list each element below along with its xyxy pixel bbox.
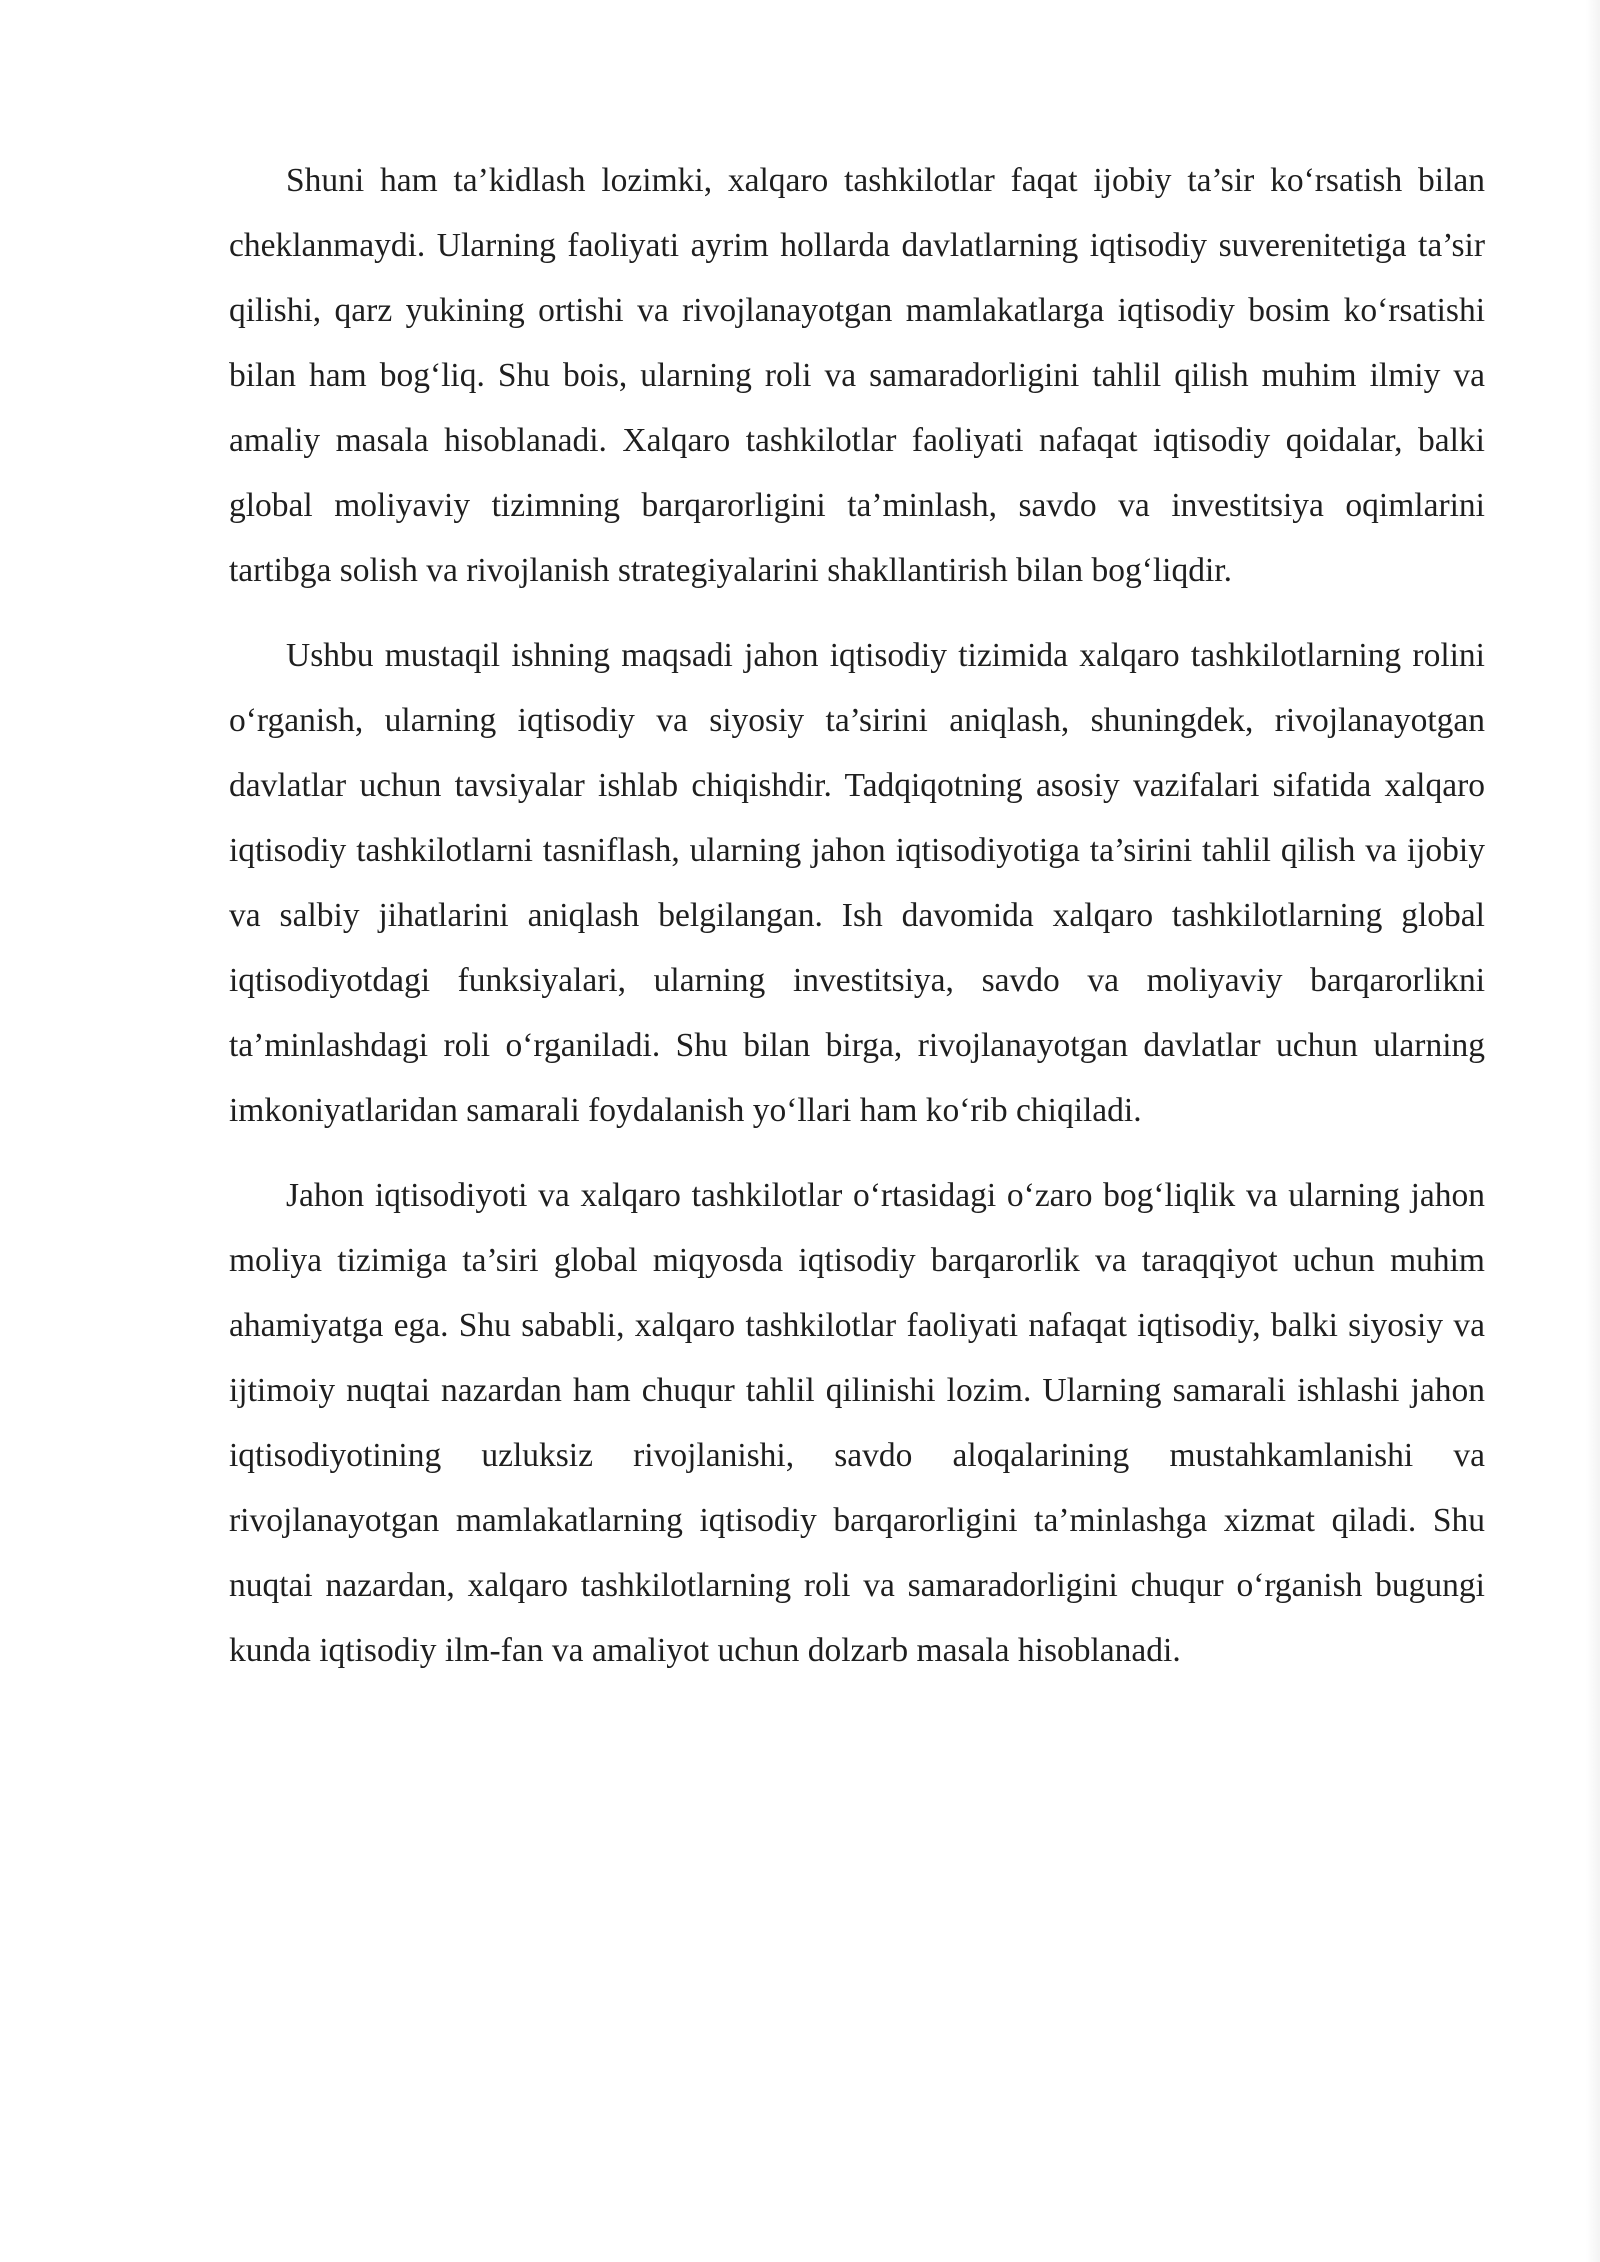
document-body [229, 148, 1485, 1703]
paragraph-3: Jahon iqtisodiyoti va xalqaro tashkilotlar o‘rtasidagi o‘zaro bog‘liqlik va ularning jahon moliya tizimiga ta’siri global miqyosda iqtisodiy barqarorlik va taraqqiyot uchun muhim ahamiyatga ega. Shu sababli, xalqaro tashkilotlar faoliyati nafaqat iqtisodiy, balki siyosiy va ijtimoiy nuqtai nazardan ham chuqur tahlil qilinishi lozim. Ularning samarali ishlashi jahon iqtisodiyotining uzluksiz rivojlanishi, savdo aloqalarining mustahkamlanishi va rivojlanayotgan mamlakatlarning iqtisodiy barqarorligini ta’minlashga xizmat qiladi. Shu nuqtai nazardan, xalqaro tashkilotlarning roli va samaradorligini chuqur o‘rganish bugungi kunda iqtisodiy ilm-fan va amaliyot uchun dolzarb masala hisoblanadi. [229, 1177, 1485, 1669]
page-edge-shadow [1586, 0, 1600, 2262]
paragraph-2: Ushbu mustaqil ishning maqsadi jahon iqtisodiy tizimida xalqaro tashkilotlarning rolini o‘rganish, ularning iqtisodiy va siyosiy ta’sirini aniqlash, shuningdek, rivojlanayotgan davlatlar uchun tavsiyalar ishlab chiqishdir. Tadqiqotning asosiy vazifalari sifatida xalqaro iqtisodiy tashkilotlarni tasniflash, ularning jahon iqtisodiyotiga ta’sirini tahlil qilish va ijobiy va salbiy jihatlarini aniqlash belgilangan. Ish davomida xalqaro tashkilotlarning global iqtisodiyotdagi funksiyalari, ularning investitsiya, savdo va moliyaviy barqarorlikni ta’minlashdagi roli o‘rganiladi. Shu bilan birga, rivojlanayotgan davlatlar uchun ularning imkoniyatlaridan samarali foydalanish yo‘llari ham ko‘rib chiqiladi. [229, 637, 1485, 1129]
paragraph-1: Shuni ham ta’kidlash lozimki, xalqaro tashkilotlar faqat ijobiy ta’sir ko‘rsatish bilan cheklanmaydi. Ularning faoliyati ayrim hollarda davlatlarning iqtisodiy suverenitetiga ta’sir qilishi, qarz yukining ortishi va rivojlanayotgan mamlakatlarga iqtisodiy bosim ko‘rsatishi bilan ham bog‘liq. Shu bois, ularning roli va samaradorligini tahlil qilish muhim ilmiy va amaliy masala hisoblanadi. Xalqaro tashkilotlar faoliyati nafaqat iqtisodiy qoidalar, balki global moliyaviy tizimning barqarorligini ta’minlash, savdo va investitsiya oqimlarini tartibga solish va rivojlanish strategiyalarini shakllantirish bilan bog‘liqdir. [229, 162, 1485, 589]
